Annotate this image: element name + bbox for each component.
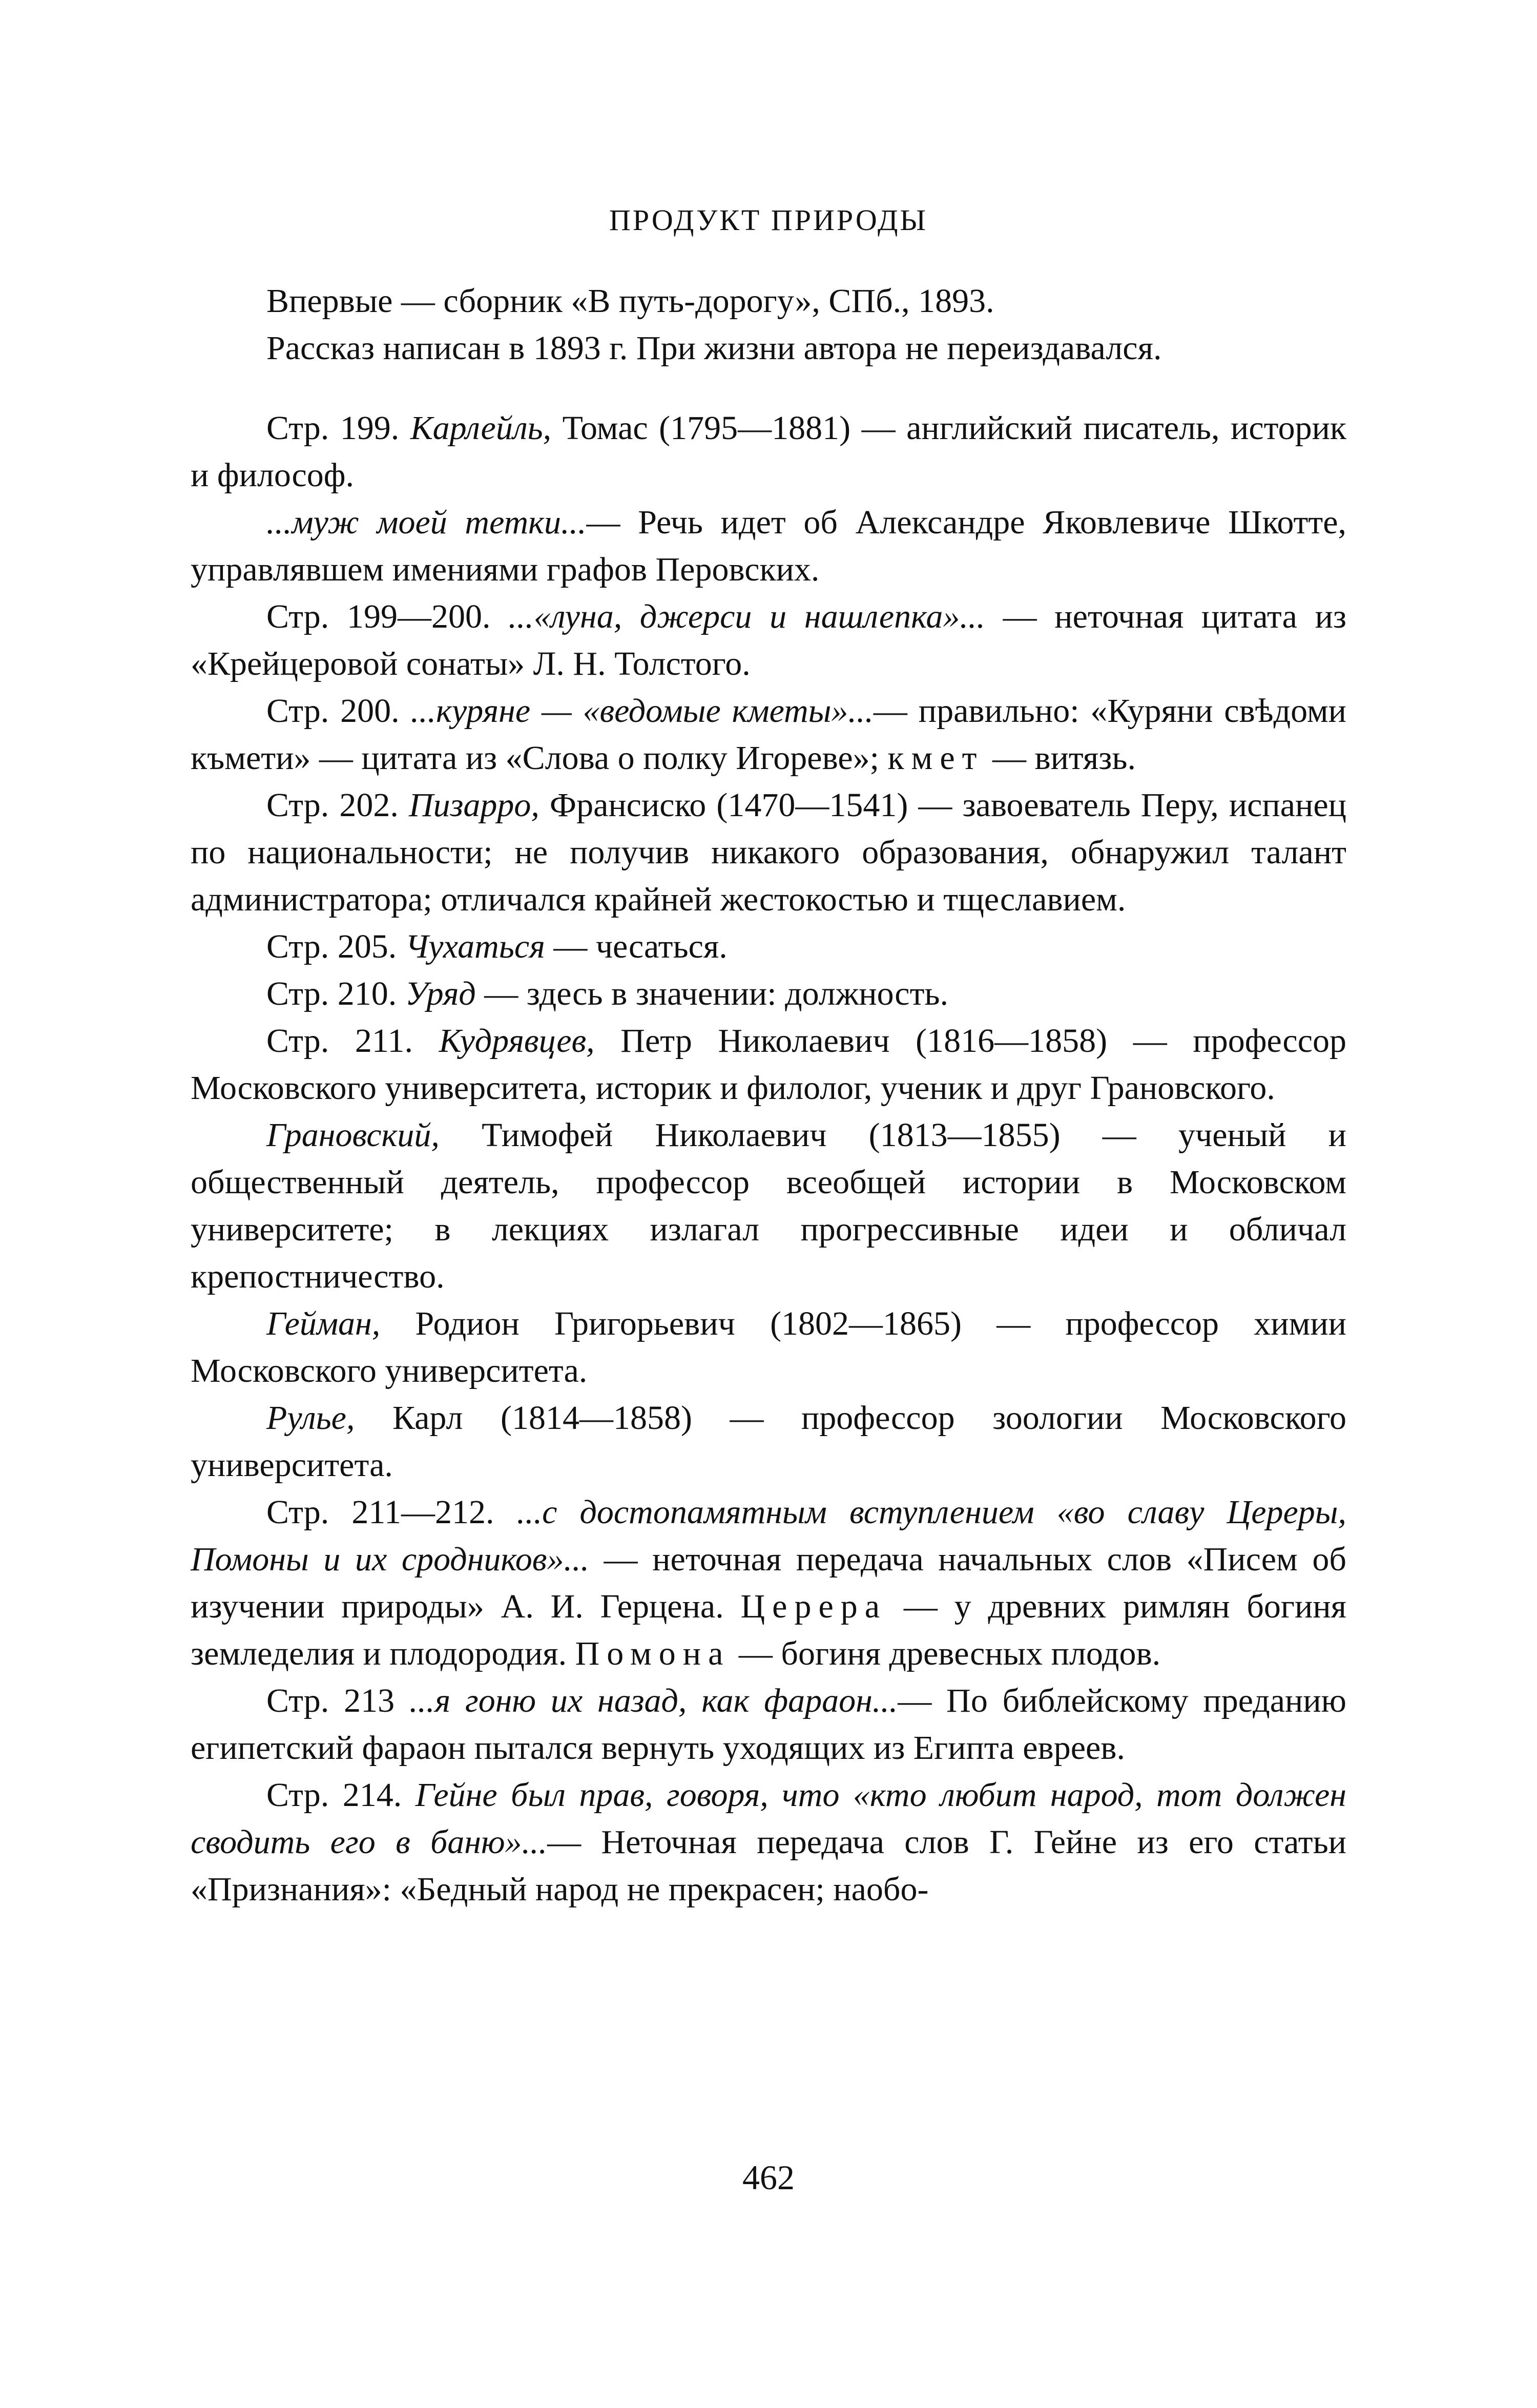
paragraph-text: Впервые — сборник «В путь-дорогу», СПб., 1893. [266,282,994,320]
italic-term: ...муж моей тетки... [266,504,587,541]
paragraph-text: — неточная цитата из «Крейцеровой сонаты» Л. Н. Толстого. [191,598,1346,682]
commentary-paragraph [191,1489,1346,1677]
section-heading: ПРОДУКТ ПРИРОДЫ [609,203,928,237]
italic-term: Гейне был прав, говоря, что «кто любит народ, тот должен сводить его в баню»... [191,1776,1346,1861]
page-number: 462 [742,2158,795,2197]
commentary-paragraph [191,499,1346,593]
paragraph-text: — здесь в значении: должность. [475,975,949,1012]
paragraph-text: — правильно: «Куряни свѣдоми къмети» — цитата из «Слова о полку Игореве»; [191,692,1346,777]
paragraph-text: Стр. 210. [266,975,405,1012]
commentary-paragraph [191,1772,1346,1913]
paragraph-text: Франсиско (1470—1541) — завоеватель Перу, испанец по национальности; не получив никакого образования, обнаружил талант администратора; отличался крайней жестокостью и тщеславием. [191,786,1346,918]
italic-term: Грановский, [266,1116,440,1154]
paragraph-text: Стр. 213 [266,1682,409,1719]
paragraph-text: Стр. 199. [266,409,410,447]
paragraph-text: — богиня древесных плодов. [730,1635,1161,1672]
paragraph-text: Карл (1814—1858) — профессор зоологии Московского университета. [191,1399,1346,1484]
commentary-paragraph [191,325,1346,372]
italic-term: ...«луна, джерси и нашлепка»... [508,598,985,635]
spaced-term: кмет [887,739,984,777]
italic-term: ...куряне — «ведомые кметы»... [410,692,874,730]
paragraph-text: — По библейскому преданию египетский фараон пытался вернуть уходящих из Египта евреев. [191,1682,1346,1767]
paragraph-text: Стр. 202. [266,786,409,824]
commentary-paragraph [191,405,1346,499]
paragraph-text: Рассказ написан в 1893 г. При жизни автора не переиздавался. [266,329,1162,367]
italic-term: Кудрявцев, [439,1022,595,1060]
italic-term: Чухаться [405,928,545,965]
italic-term: Уряд [405,975,476,1012]
commentary-paragraph [191,688,1346,782]
spaced-term: Церера [740,1588,887,1625]
paragraph-text: — Неточная передача слов Г. Гейне из его статьи «Признания»: «Бедный народ не прекрасен; наобо- [191,1823,1347,1908]
paragraph-text: Петр Николаевич (1816—1858) — профессор Московского университета, историк и филолог, ученик и друг Грановского. [191,1022,1347,1107]
paragraph-text: Тимофей Николаевич (1813—1855) — ученый и общественный деятель, профессор всеобщей истории в Московском университете; в лекциях излагал прогрессивные идеи и обличал крепостничество. [191,1116,1346,1295]
italic-term: Карлейль, [410,409,552,447]
commentary-paragraphs [191,278,1346,1913]
paragraph-text: Стр. 214. [266,1776,416,1814]
paragraph-text: Томас (1795—1881) — английский писатель, историк и философ. [191,409,1346,494]
commentary-paragraph [191,593,1346,688]
italic-term: Гейман, [266,1305,381,1342]
paragraph-text: — у древних римлян богиня земледелия и плодородия. [191,1588,1346,1672]
commentary-paragraph [191,278,1346,325]
italic-term: ...я гоню их назад, как фараон... [409,1682,898,1719]
paragraph-text: Стр. 205. [266,928,405,965]
commentary-paragraph [191,1112,1346,1300]
paragraph-text: Стр. 200. [266,692,411,730]
commentary-paragraph [191,1677,1346,1772]
commentary-paragraph [191,1395,1346,1489]
paragraph-text: Стр. 199—200. [266,598,509,635]
paragraph-text: — неточная передача начальных слов «Писем об изучении природы» А. И. Герцена. [191,1541,1346,1625]
paragraph-text: Стр. 211. [266,1022,439,1060]
paragraph-text: — витязь. [984,739,1136,777]
paragraph-text: — чесаться. [545,928,728,965]
commentary-paragraph [191,970,1346,1018]
italic-term: ...с достопамятным вступлением «во славу Цереры, Помоны и их сродников»... [191,1493,1347,1578]
paragraph-text: Родион Григорьевич (1802—1865) — профессор химии Московского университета. [191,1305,1346,1389]
spaced-term: Помона [575,1635,731,1672]
italic-term: Пизарро, [408,786,539,824]
text-block [191,154,1346,1913]
commentary-paragraph [191,923,1346,970]
paragraph-text: Стр. 211—212. [266,1493,517,1531]
italic-term: Рулье, [266,1399,355,1437]
paragraph-text: — Речь идет об Александре Яковлевиче Шкотте, управлявшем имениями графов Перовских. [191,504,1346,588]
commentary-paragraph [191,1300,1346,1395]
commentary-paragraph [191,782,1346,923]
commentary-paragraph [191,1018,1346,1112]
